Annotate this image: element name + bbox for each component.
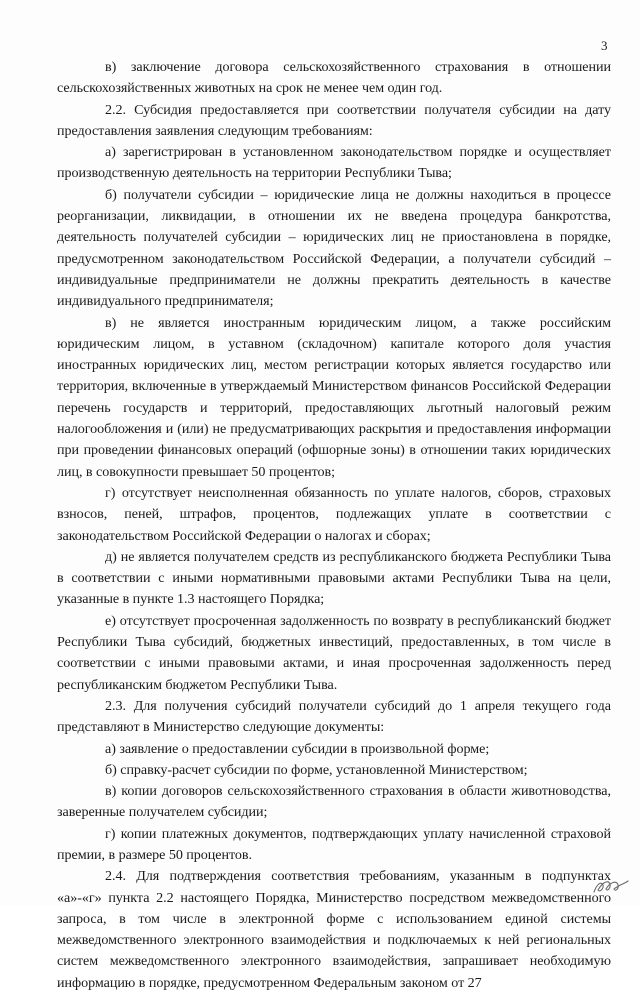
paragraph: 2.3. Для получения субсидий получатели субсидий до 1 апреля текущего года представляют в Министерство следующие документы: [57,697,611,736]
handwritten-initials [591,875,631,897]
paragraph: г) копии платежных документов, подтверждающих уплату начисленной страховой премии, в размере 50 процентов. [57,825,611,863]
paragraph: 2.4. Для подтверждения соответствия требованиям, указанным в подпунктах «а»-«г» пункта 2.2 настоящего Порядка, Министерство посредством межведомственного запроса, в том числе в электронной форме с использованием единой системы межведомственного электронного взаимодействия и подключаемых к ней региональных систем межведомственного электронного взаимодействия, запрашивает необходимую информацию в порядке, предусмотренном Федеральным законом от 27 [57,868,611,991]
document-body [57,57,611,994]
paragraph: е) отсутствует просроченная задолженность по возврату в республиканский бюджет Республики Тыва субсидий, бюджетных инвестиций, предоставленных, в том числе в соответствии с иными правовыми актами, и иная просроченная задолженность перед республиканским бюджетом Республики Тыва. [57,612,611,693]
paragraph: а) зарегистрирован в установленном законодательством порядке и осуществляет производственную деятельность на территории Республики Тыва; [57,144,611,182]
paragraph: г) отсутствует неисполненная обязанность по уплате налогов, сборов, страховых взносов, пеней, штрафов, процентов, подлежащих уплате в соответствии с законодательством Российской Федерации о налогах и сборах; [57,484,611,544]
paragraph: 2.2. Субсидия предоставляется при соответствии получателя субсидии на дату предоставления заявления следующим требованиям: [57,101,611,139]
paragraph: в) не является иностранным юридическим лицом, а также российским юридическим лицом, в уставном (складочном) капитале которого доля участия иностранных юридических лиц, местом регистрации которых является государство или территория, включенные в утверждаемый Министерством финансов Российской Федерации перечень государств и территорий, предоставляющих льготный налоговый режим налогообложения и (или) не предусматривающих раскрытия и предоставления информации при проведении финансовых операций (офшорные зоны) в отношении таких юридических лиц, в совокупности превышает 50 процентов; [57,314,611,480]
paragraph: б) получатели субсидии – юридические лица не должны находиться в процессе реорганизации, ликвидации, в отношении их не введена процедура банкротства, деятельность получателей субсидии – юридических лиц не приостановлена в порядке, предусмотренном законодательством Российской Федерации, а получатели субсидий – индивидуальные предприниматели не должны прекратить деятельность в качестве индивидуального предпринимателя; [57,186,611,310]
paragraph: б) справку-расчет субсидии по форме, установленной Министерством; [105,761,528,778]
paragraph: д) не является получателем средств из республиканского бюджета Республики Тыва в соответствии с иными нормативными правовыми актами Республики Тыва на цели, указанные в пункте 1.3 настоящего Порядка; [57,548,611,608]
paragraph: в) заключение договора сельскохозяйственного страхования в отношении сельскохозяйственных животных на срок не менее чем один год. [57,59,611,97]
paragraph: в) копии договоров сельскохозяйственного страхования в области животноводства, заверенные получателем субсидии; [57,783,611,821]
page-number: 3 [601,38,608,53]
paragraph: а) заявление о предоставлении субсидии в произвольной форме; [105,740,490,757]
